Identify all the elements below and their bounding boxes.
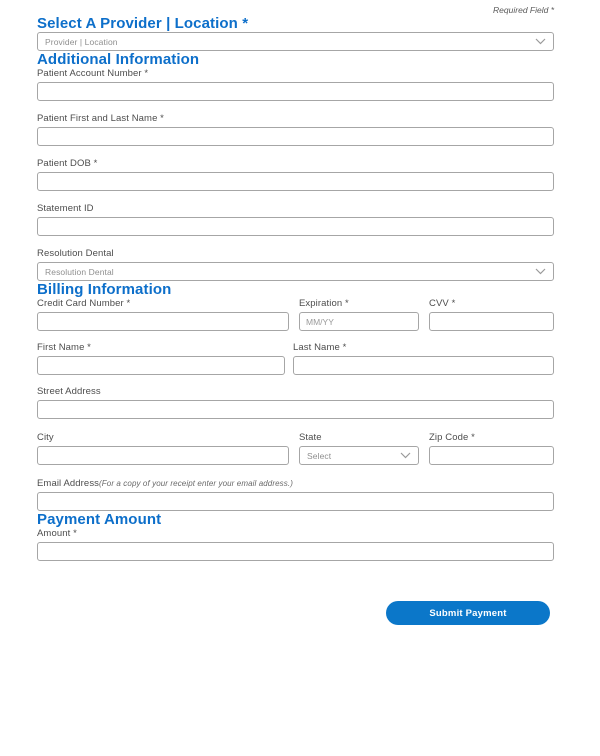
amount-label: Amount * xyxy=(37,528,77,539)
button-row xyxy=(37,601,554,625)
patient-account-number-label: Patient Account Number * xyxy=(37,68,149,79)
submit-payment-button[interactable]: Submit Payment xyxy=(386,601,550,625)
state-label: State xyxy=(299,432,322,443)
email-address-field xyxy=(37,478,554,511)
provider-location-select-value: Provider | Location xyxy=(45,36,118,47)
state-field xyxy=(299,432,419,465)
credit-card-number-field xyxy=(37,298,289,331)
patient-dob-input[interactable] xyxy=(37,172,554,191)
email-address-label-text: Email Address xyxy=(37,478,100,489)
city-state-zip-row xyxy=(37,432,554,465)
amount-field xyxy=(37,528,554,561)
state-select[interactable] xyxy=(299,446,419,465)
zip-code-label: Zip Code * xyxy=(429,432,475,443)
billing-information-title: Billing Information xyxy=(37,281,172,298)
chevron-down-icon xyxy=(400,452,411,459)
last-name-input[interactable] xyxy=(293,356,554,375)
zip-code-field xyxy=(429,432,554,465)
chevron-down-icon xyxy=(535,38,546,45)
cvv-field xyxy=(429,298,554,331)
credit-card-number-input[interactable] xyxy=(37,312,289,331)
billing-information-section xyxy=(37,281,554,511)
street-address-input[interactable] xyxy=(37,400,554,419)
zip-code-input[interactable] xyxy=(429,446,554,465)
city-input[interactable] xyxy=(37,446,289,465)
statement-id-input[interactable] xyxy=(37,217,554,236)
card-row xyxy=(37,298,554,331)
amount-input[interactable] xyxy=(37,542,554,561)
patient-dob-field xyxy=(37,158,554,191)
cvv-input[interactable] xyxy=(429,312,554,331)
email-address-input[interactable] xyxy=(37,492,554,511)
resolution-dental-label: Resolution Dental xyxy=(37,248,114,259)
last-name-field xyxy=(293,342,554,375)
first-name-label: First Name * xyxy=(37,342,91,353)
payment-amount-section xyxy=(37,511,554,561)
resolution-dental-field xyxy=(37,248,554,281)
provider-section-title: Select A Provider | Location * xyxy=(37,15,249,32)
first-name-input[interactable] xyxy=(37,356,285,375)
statement-id-field xyxy=(37,203,554,236)
expiration-label: Expiration * xyxy=(299,298,349,309)
expiration-field xyxy=(299,298,419,331)
city-label: City xyxy=(37,432,54,443)
cvv-label: CVV * xyxy=(429,298,456,309)
required-field-note: Required Field * xyxy=(493,5,554,15)
statement-id-label: Statement ID xyxy=(37,203,94,214)
city-field xyxy=(37,432,289,465)
email-address-label xyxy=(37,478,554,489)
resolution-dental-select[interactable] xyxy=(37,262,554,281)
expiration-input[interactable] xyxy=(299,312,419,331)
email-address-note: (For a copy of your receipt enter your email address.) xyxy=(99,479,293,488)
provider-section xyxy=(37,15,554,51)
patient-account-number-input[interactable] xyxy=(37,82,554,101)
resolution-dental-select-value: Resolution Dental xyxy=(45,266,114,277)
credit-card-number-label: Credit Card Number * xyxy=(37,298,131,309)
name-row xyxy=(37,342,554,375)
street-address-label: Street Address xyxy=(37,386,101,397)
payment-amount-title: Payment Amount xyxy=(37,511,162,528)
last-name-label: Last Name * xyxy=(293,342,347,353)
street-address-field xyxy=(37,386,554,419)
state-select-value: Select xyxy=(307,450,332,461)
chevron-down-icon xyxy=(535,268,546,275)
provider-location-select[interactable] xyxy=(37,32,554,51)
patient-name-field xyxy=(37,113,554,146)
additional-information-title: Additional Information xyxy=(37,51,200,68)
patient-name-label: Patient First and Last Name * xyxy=(37,113,164,124)
patient-name-input[interactable] xyxy=(37,127,554,146)
first-name-field xyxy=(37,342,285,375)
patient-account-number-field xyxy=(37,68,554,101)
patient-dob-label: Patient DOB * xyxy=(37,158,98,169)
additional-information-section xyxy=(37,51,554,281)
